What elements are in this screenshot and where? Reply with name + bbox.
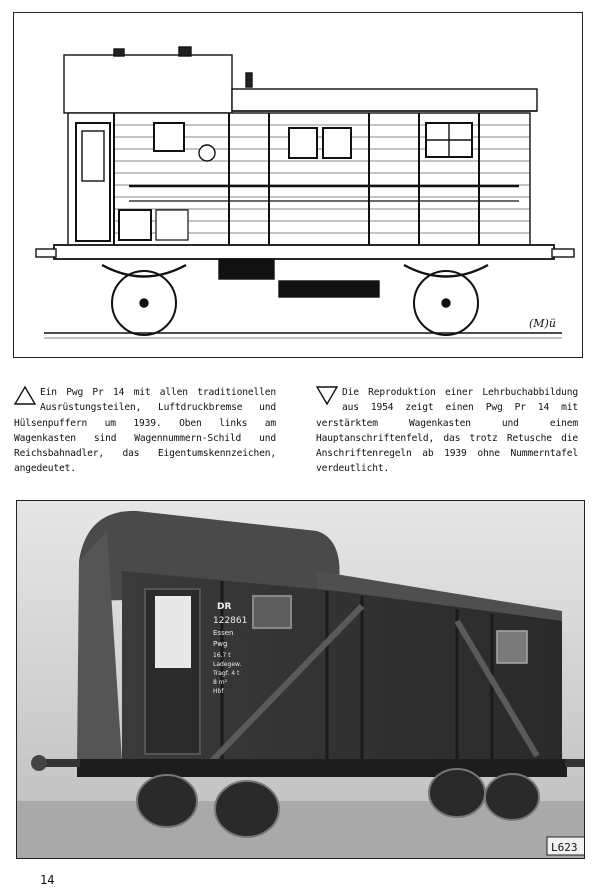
wagon-photo-rendering [17,501,585,859]
page-number: 14 [40,873,55,887]
caption-left [14,385,276,477]
artist-signature: (M)ü [529,317,556,330]
caption-left-text: Ein Pwg Pr 14 mit allen traditionellen Ausrüstungsteilen, Luftdruckbremse und Hülsenpuffern um 1939. Oben links am Wagenkasten sind Wagennummern-Schild und Reichsbahnadler, das Eigentumskennzeichen, angedeutet. [14,387,276,475]
up-triangle-icon [14,385,36,405]
caption-right [316,385,578,477]
inscription-area: 8 m² [213,679,227,686]
inscription-station: Essen [213,629,234,637]
inscription-load: Ladegew. [213,661,242,668]
inscription-dr: DR [217,602,232,612]
caption-right-text: Die Reproduktion einer Lehrbuchabbildung aus 1954 zeigt einen Pwg Pr 14 mit verstärktem Wagenkasten und einem Hauptanschriftenfeld, das trotz Retusche die Anschriftenregeln ab 1939 ohne Nummerntafel verdeutlicht. [316,387,578,475]
down-triangle-icon [316,385,338,405]
inscription-number: 122861 [213,616,248,626]
inscription-home: Hbf [213,688,224,695]
technical-drawing-figure [13,12,583,358]
wagon-side-view-drawing [14,13,584,359]
inscription-weight: 16,7 t [213,652,231,659]
photo-label: L623 [551,841,578,854]
inscription-capacity: Tragf. 4 t [213,670,240,677]
wagon-photograph [16,500,585,859]
inscription-class: Pwg [213,640,228,648]
